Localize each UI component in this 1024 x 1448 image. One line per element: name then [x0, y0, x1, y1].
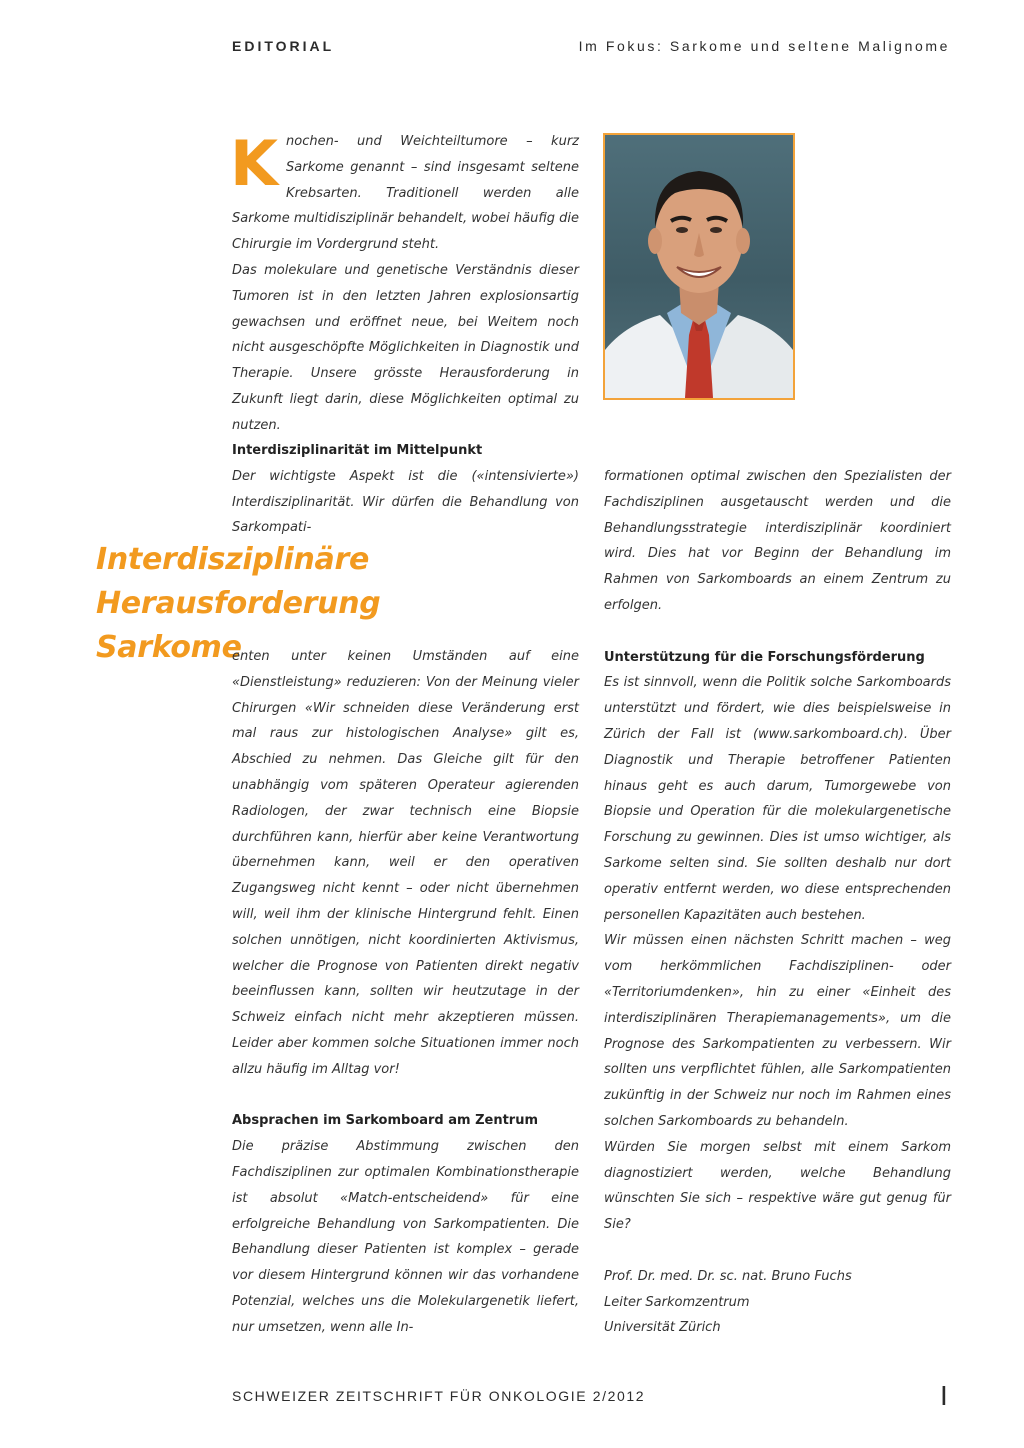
left-column — [232, 644, 579, 1341]
author-role: Leiter Sarkomzentrum — [604, 1294, 750, 1310]
section-label: EDITORIAL — [232, 38, 335, 54]
dropcap: K — [230, 127, 279, 200]
title-line-2: Sarkome — [96, 630, 242, 665]
author-name: Prof. Dr. med. Dr. sc. nat. Bruno Fuchs — [604, 1268, 852, 1284]
section1-paragraph-continued: enten unter keinen Umständen auf eine «Dienstleistung» reduzieren: Von der Meinung vieler Chirurgen «Wir schneiden diese Veränderung erst mal raus zur histologischen Analyse» gilt es, Abschied zu nehmen. Das Gleiche gilt für den unabhängig vom späteren Operateur agierenden Radiologen, der zwar technisch eine Biopsie durchführen kann, hierfür aber keine Verantwortung übernehmen kann, weil er den operativen Zugangsweg nicht kennt – oder nicht übernehmen will, weil ihm der klinische Hintergrund fehlt. Einen solchen unnötigen, nicht koordinierten Aktivismus, welcher die Prognose von Patienten direkt negativ beeinflussen kann, sollten wir heutzutage in der Schweiz einfach nicht mehr akzeptieren müssen. Leider aber kommen solche Situationen immer noch allzu häufig im Alltag vor! — [232, 649, 579, 1077]
journal-footer: SCHWEIZER ZEITSCHRIFT FÜR ONKOLOGIE 2/2012 — [232, 1388, 646, 1404]
title-line-1: Interdisziplinäre Herausforderung — [96, 542, 381, 621]
focus-label: Im Fokus: Sarkome und seltene Malignome — [578, 38, 950, 54]
section1-paragraph-start: Der wichtigste Aspekt ist die («intensivierte») Interdisziplinarität. Wir dürfen die Behandlung von Sarkompati- — [232, 468, 579, 536]
section-interdisciplinarity — [232, 438, 579, 541]
page-number: I — [940, 1380, 948, 1411]
author-institution: Universität Zürich — [604, 1320, 721, 1336]
right-column — [604, 464, 951, 1341]
heading-research-funding: Unterstützung für die Forschungsförderung — [604, 649, 925, 665]
intro-paragraph-2: Das molekulare und genetische Verständnis dieser Tumoren ist in den letzten Jahren explosionsartig gewachsen und eröffnet neue, bei Weitem noch nicht ausgeschöpfte Möglichkeiten in Diagnostik und Therapie. Unsere grösste Herausforderung in Zukunft liegt darin, diese Möglichkeiten optimal zu nutzen. — [232, 262, 579, 433]
section3-paragraph-3: Würden Sie morgen selbst mit einem Sarkom diagnostiziert werden, welche Behandlung wünschten Sie sich – respektive wäre gut genug für Sie? — [604, 1139, 951, 1233]
section3-paragraph-1: Es ist sinnvoll, wenn die Politik solche Sarkomboards unterstützt und fördert, wie dies beispielsweise in Zürich der Fall ist (www.sarkomboard.ch). Über Diagnostik und Therapie betroffener Patienten hinaus geht es auch darum, Tumorgewebe von Biopsie und Operation für die molekulargenetische Forschung zu gewinnen. Dies ist umso wichtiger, als Sarkome selten sind. Sie sollten deshalb nur dort operativ entfernt werden, wo diese entsprechenden personellen Kapazitäten auch bestehen. — [604, 675, 951, 923]
heading-interdisciplinarity: Interdisziplinarität im Mittelpunkt — [232, 443, 483, 458]
intro-text — [232, 129, 579, 439]
heading-sarkomboard: Absprachen im Sarkomboard am Zentrum — [232, 1113, 539, 1129]
section3-paragraph-2: Wir müssen einen nächsten Schritt machen – weg vom herkömmlichen Fachdisziplinen- oder «Territoriumdenken», hin zu einer «Einheit des interdisziplinären Therapiemanagements», um die Prognose des Sarkompatienten zu verbessern. Wir sollten uns verpflichtet fühlen, alle Sarkompatienten zukünftig in der Schweiz nur noch im Rahmen eines solchen Sarkomboards zu behandeln. — [604, 933, 951, 1129]
intro-paragraph-1: nochen- und Weichteiltumore – kurz Sarkome genannt – sind insgesamt seltene Krebsarten. Traditionell werden alle Sarkome multidisziplinär behandelt, wobei häufig die Chirurgie im Vordergrund steht. — [232, 134, 579, 253]
section2-paragraph: Die präzise Abstimmung zwischen den Fachdisziplinen zur optimalen Kombinationstherapie ist absolut «Match-entscheidend» für eine erfolgreiche Behandlung von Sarkompatienten. Die Behandlung dieser Patienten ist komplex – gerade vor diesem Hintergrund können wir das vorhandene Potenzial, welches uns die Molekulargenetik liefert, nur umsetzen, wenn alle In- — [232, 1139, 579, 1335]
section2-paragraph-continued: formationen optimal zwischen den Spezialisten der Fachdisziplinen ausgetauscht werden und die Behandlungsstrategie interdisziplinär koordiniert wird. Dies hat vor Beginn der Behandlung im Rahmen von Sarkomboards an einem Zentrum zu erfolgen. — [604, 469, 951, 613]
author-photo — [603, 133, 795, 400]
